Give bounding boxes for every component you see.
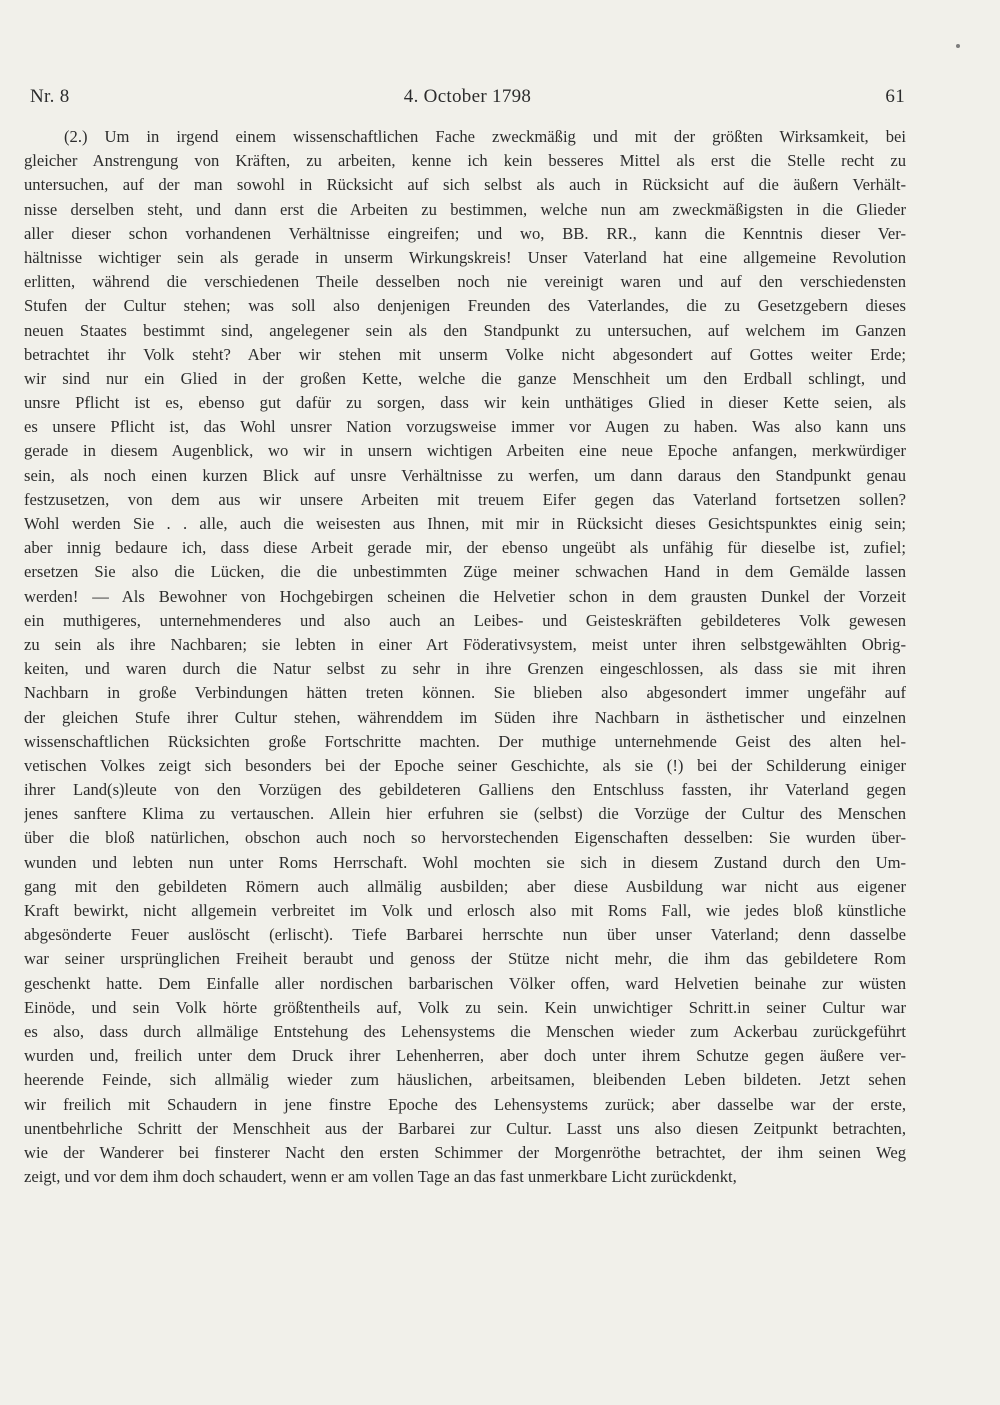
text-line: wurden und, freilich unter dem Druck ihrer Lehenherren, aber doch unter ihrem Schutze gegen äußere ver- xyxy=(24,1046,906,1066)
text-line: abgesönderte Feuer auslöscht (erlischt). Tiefe Barbarei herrschte nun über unser Vaterland; denn dasselbe xyxy=(24,925,906,945)
text-line: wunden und lebten nun unter Roms Herrschaft. Wohl mochten sie sich in diesem Zustand durch den Um- xyxy=(24,852,906,872)
text-line: betrachtet ihr Volk steht? Aber wir stehen mit unserm Volke nicht abgesondert auf Gottes weiter Erde; xyxy=(24,344,906,364)
text-line: erlitten, während die verschiedenen Theile desselben noch nie vereinigt waren und auf den verschiedensten xyxy=(24,272,906,292)
text-line: neuen Staates bestimmt sind, angelegener sein als den Standpunkt zu untersuchen, auf welchem im Ganzen xyxy=(24,320,906,340)
text-line: Stufen der Cultur stehen; was soll also denjenigen Freunden des Vaterlandes, die zu Gesetzgebern dieses xyxy=(24,296,906,316)
body-text xyxy=(24,125,906,1189)
text-line: unsre Pflicht ist es, ebenso gut dafür zu sorgen, dass wir kein unthätiges Glied in dieser Kette seien, als xyxy=(24,393,906,413)
text-line: über die bloß natürlichen, obschon auch noch so hervorstechenden Eigenschaften desselben: Sie wurden über- xyxy=(24,828,906,848)
text-line: festzusetzen, von dem aus wir unsere Arbeiten mit treuem Eifer gegen das Vaterland fortsetzen sollen? xyxy=(24,489,906,509)
text-line: untersuchen, auf der man sowohl in Rücksicht auf sich selbst als auch in Rücksicht auf die äußern Verhält- xyxy=(24,175,906,195)
text-line: sein, als noch einen kurzen Blick auf unsre Verhältnisse zu werfen, um dann daraus den Standpunkt genau xyxy=(24,465,906,485)
text-line: wir freilich mit Schaudern in jene finstre Epoche des Lehensystems zurück; aber dasselbe war der erste, xyxy=(24,1094,906,1114)
text-line: geschenkt hatte. Dem Einfalle aller nordischen barbarischen Völker offen, ward Helvetien beinahe zur wüsten xyxy=(24,973,906,993)
page-header xyxy=(30,86,905,116)
text-line: Nachbarn in große Verbindungen hätten treten können. Sie blieben also abgesondert immer ungefähr auf xyxy=(24,683,906,703)
text-line: hältnisse wichtiger sein als gerade in unserm Wirkungskreis! Unser Vaterland hat eine allgemeine Revolution xyxy=(24,247,906,267)
text-line: zu sein als ihre Nachbaren; sie lebten in einer Art Föderativsystem, meist unter ihren selbstgewählten Obrig- xyxy=(24,634,906,654)
page-number: 61 xyxy=(885,86,905,107)
text-line: wie der Wanderer bei finsterer Nacht den ersten Schimmer der Morgenröthe betrachtet, der ihm seinen Weg xyxy=(24,1142,906,1162)
text-line: wissenschaftlichen Rücksichten große Fortschritte machten. Der muthige unternehmende Geist des alten hel- xyxy=(24,731,906,751)
text-line: gerade in diesem Augenblick, wo wir in unsern wichtigen Arbeiten eine neue Epoche anfangen, merkwürdiger xyxy=(24,441,906,461)
text-line: es also, dass durch allmälige Entstehung des Lehensystems die Menschen wieder zum Ackerbau zurückgeführt xyxy=(24,1021,906,1041)
text-line: Kraft bewirkt, nicht allgemein verbreitet im Volk und erlosch also mit Roms Fall, wie jedes bloß künstliche xyxy=(24,901,906,920)
text-line: Einöde, und sein Volk hörte größtentheils auf, Volk zu sein. Kein unwichtiger Schritt.in seiner Cultur war xyxy=(24,997,906,1017)
text-line: werden! — Als Bewohner von Hochgebirgen scheinen die Helvetier schon in dem grausten Dunkel der Vorzeit xyxy=(24,586,906,606)
issue-number: Nr. 8 xyxy=(30,86,70,107)
issue-date: 4. October 1798 xyxy=(403,86,532,107)
text-line: es unsere Pflicht ist, das Wohl unsrer Nation vorzugsweise immer vor Augen zu haben. Was also kann uns xyxy=(24,417,906,437)
text-line: Wohl werden Sie . . alle, auch die weisesten aus Ihnen, mit mir in Rücksicht dieses Gesichtspunktes einig sein; xyxy=(24,514,906,533)
text-line: jenes sanftere Klima zu vertauschen. Allein hier erfuhren sie (selbst) die Vorzüge der Cultur des Menschen xyxy=(24,804,906,824)
text-line: nisse derselben steht, und dann erst die Arbeiten zu bestimmen, welche nun am zweckmäßigsten in die Glieder xyxy=(24,199,906,219)
text-line: gang mit den gebildeten Römern auch allmälig ausbilden; aber diese Ausbildung war nicht aus eigener xyxy=(24,876,906,896)
text-line: keiten, und waren durch die Natur selbst zu sehr in ihre Grenzen eingeschlossen, als dass sie mit ihren xyxy=(24,659,906,679)
text-line: ein muthigeres, unternehmenderes und also auch an Leibes- und Geisteskräften gebildeteres Volk gewesen xyxy=(24,610,906,630)
text-line: ersetzen Sie also die Lücken, die die unbestimmten Züge meiner schwachen Hand in dem Gemälde lassen xyxy=(24,562,906,582)
text-line: zeigt, und vor dem ihm doch schaudert, wenn er am vollen Tage an das fast unmerkbare Licht zurückdenkt, xyxy=(24,1167,737,1187)
text-line: gleicher Anstrengung von Kräften, zu arbeiten, kenne ich kein besseres Mittel als erst die Stelle recht zu xyxy=(24,151,906,171)
scan-speck xyxy=(956,44,960,48)
text-line: heerende Feinde, sich allmälig wieder zum häuslichen, arbeitsamen, bleibenden Leben bildeten. Jetzt sehen xyxy=(24,1070,906,1090)
text-line: aller dieser schon vorhandenen Verhältnisse eingreifen; und wo, BB. RR., kann die Kenntnis dieser Ver- xyxy=(24,223,906,243)
text-line: aber innig bedaure ich, dass diese Arbeit gerade mir, der ebenso ungeübt als unfähig für dieselbe ist, zufiel; xyxy=(24,538,906,558)
text-line: (2.) Um in irgend einem wissenschaftlichen Fache zweckmäßig und mit der größten Wirksamkeit, bei xyxy=(64,127,906,146)
text-line: war seiner ursprünglichen Freiheit beraubt und genoss der Stütze nicht mehr, die ihm das gebildetere Rom xyxy=(24,949,906,969)
text-line: der gleichen Stufe ihrer Cultur stehen, währenddem im Süden ihre Nachbarn in ästhetischer und einzelnen xyxy=(24,707,906,727)
text-line: vetischen Volkes zeigt sich besonders bei der Epoche seiner Geschichte, als sie (!) bei der Schilderung einiger xyxy=(24,755,906,775)
text-line: ihrer Land(s)leute von den Vorzügen des gebildeteren Galliens den Entschluss fassten, ihr Vaterland gegen xyxy=(24,780,906,800)
text-line: unentbehrliche Schritt der Menschheit aus der Barbarei zur Cultur. Lasst uns also diesen Zeitpunkt betrachten, xyxy=(24,1118,906,1138)
text-line: wir sind nur ein Glied in der großen Kette, welche die ganze Menschheit um den Erdball schlingt, und xyxy=(24,368,906,388)
